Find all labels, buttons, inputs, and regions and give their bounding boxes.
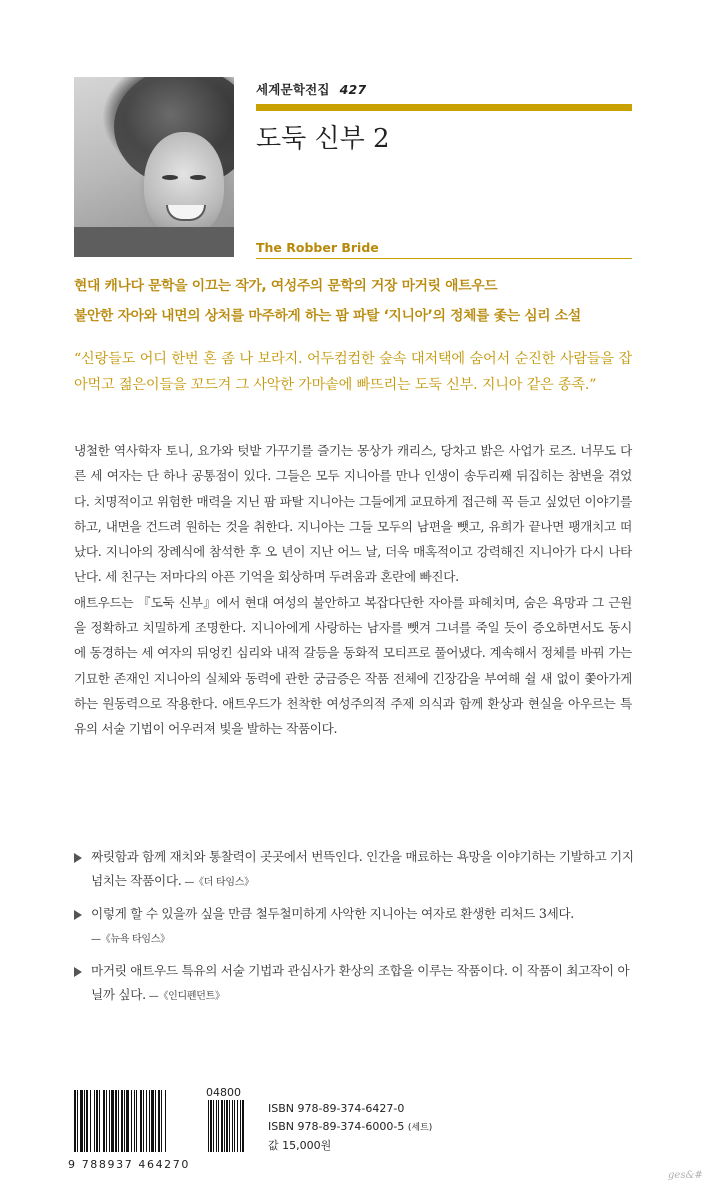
author-photo	[74, 77, 234, 257]
barcode	[68, 1086, 264, 1171]
divider	[256, 258, 632, 259]
book-title: 도둑 신부 2	[256, 124, 390, 154]
triangle-bullet-icon	[74, 910, 82, 920]
tagline-2: 불안한 자아와 내면의 상처를 마주하게 하는 팜 파탈 ‘지니아’의 정체를 좇는 심리 소설	[74, 308, 581, 324]
isbn-block	[268, 1100, 432, 1155]
series-number: 427	[339, 82, 367, 97]
synopsis	[74, 438, 632, 742]
barcode-addon: 04800	[206, 1086, 241, 1099]
accent-bar	[256, 104, 632, 111]
review-text: 이렇게 할 수 있을까 싶을 만큼 철두철미하게 사악한 지니아는 여자로 환생한 리처드 3세다.	[91, 906, 575, 921]
original-title: The Robber Bride	[256, 240, 379, 255]
isbn-set-label: (세트)	[407, 1123, 433, 1133]
review-item	[74, 845, 634, 895]
series-label	[256, 80, 366, 98]
review-text: 짜릿함과 함께 재치와 통찰력이 곳곳에서 번뜩인다. 인간을 매료하는 욕망을 이야기하는 기발하고 기지 넘치는 작품이다.	[91, 849, 634, 888]
review-list	[74, 845, 634, 1016]
triangle-bullet-icon	[74, 967, 82, 977]
publisher-logo: ges&#	[668, 1170, 703, 1181]
review-source: —《뉴욕 타임스》	[91, 934, 170, 945]
series-name: 세계문학전집	[256, 82, 330, 97]
review-item	[74, 902, 634, 952]
synopsis-paragraph-1: 냉철한 역사학자 토니, 요가와 텃밭 가꾸기를 즐기는 몽상가 캐리스, 당차고 밝은 사업가 로즈. 너무도 다른 세 여자는 단 하나 공통점이 있다. 그들은 모두 지니아를 만나 인생이 송두리째 뒤집히는 참변을 겪었다. 치명적이고 위험한 매력을 지닌 팜 파탈 지니아는 그들에게 교묘하게 접근해 꼭 듣고 싶었던 이야기를 하고, 내면을 건드려 원하는 것을 취한다. 지니아는 그들 모두의 남편을 뺏고, 유희가 끝나면 팽개치고 떠났다. 지니아의 장례식에 참석한 후 오 년이 지난 어느 날, 더욱 매혹적이고 강력해진 지니아가 다시 나타난다. 세 친구는 저마다의 아픈 기억을 회상하며 두려움과 혼란에 빠진다.	[74, 443, 632, 585]
review-text: 마거릿 애트우드 특유의 서술 기법과 관심사가 환상의 조합을 이루는 작품이다. 이 작품이 최고작이 아닐까 싶다.	[91, 963, 630, 1002]
review-item	[74, 959, 634, 1009]
tagline-1: 현대 캐나다 문학을 이끄는 작가, 여성주의 문학의 거장 마거릿 애트우드	[74, 278, 498, 294]
synopsis-paragraph-2: 애트우드는 『도둑 신부』에서 현대 여성의 불안하고 복잡다단한 자아를 파헤치며, 숨은 욕망과 그 근원을 정확하고 치밀하게 조명한다. 지니아에게 사랑하는 남자를 뺏겨 그녀를 죽일 듯이 증오하면서도 동시에 동경하는 세 여자의 뒤엉킨 심리와 내적 갈등을 동화적 모티프로 풀어냈다. 계속해서 정체를 바꿔 가는 기묘한 존재인 지니아의 실체와 동력에 관한 궁금증은 작품 전체에 긴장감을 부여해 쉴 새 없이 쫓아가게 하는 원동력으로 작용한다. 애트우드가 천착한 여성주의적 주제 의식과 함께 환상과 현실을 아우르는 특유의 서술 기법이 어우러져 빛을 발하는 작품이다.	[74, 594, 632, 737]
review-source: —《인디펜던트》	[145, 991, 225, 1002]
review-source: —《더 타임스》	[181, 877, 254, 888]
triangle-bullet-icon	[74, 853, 82, 863]
barcode-bars	[68, 1090, 264, 1156]
price: 값 15,000원	[268, 1139, 332, 1152]
barcode-digits: 9 788937 464270	[68, 1158, 190, 1171]
isbn-line-1: ISBN 978-89-374-6427-0	[268, 1102, 405, 1115]
isbn-line-2: ISBN 978-89-374-6000-5 (세트)	[268, 1120, 433, 1133]
pull-quote: “신랑들도 어디 한번 혼 좀 나 보라지. 어두컴컴한 숲속 대저택에 숨어서 순진한 사람들을 잡아먹고 젊은이들을 꼬드겨 그 사악한 가마솥에 빠뜨리는 도둑 신부. 지니아 같은 종족.”	[74, 351, 632, 393]
